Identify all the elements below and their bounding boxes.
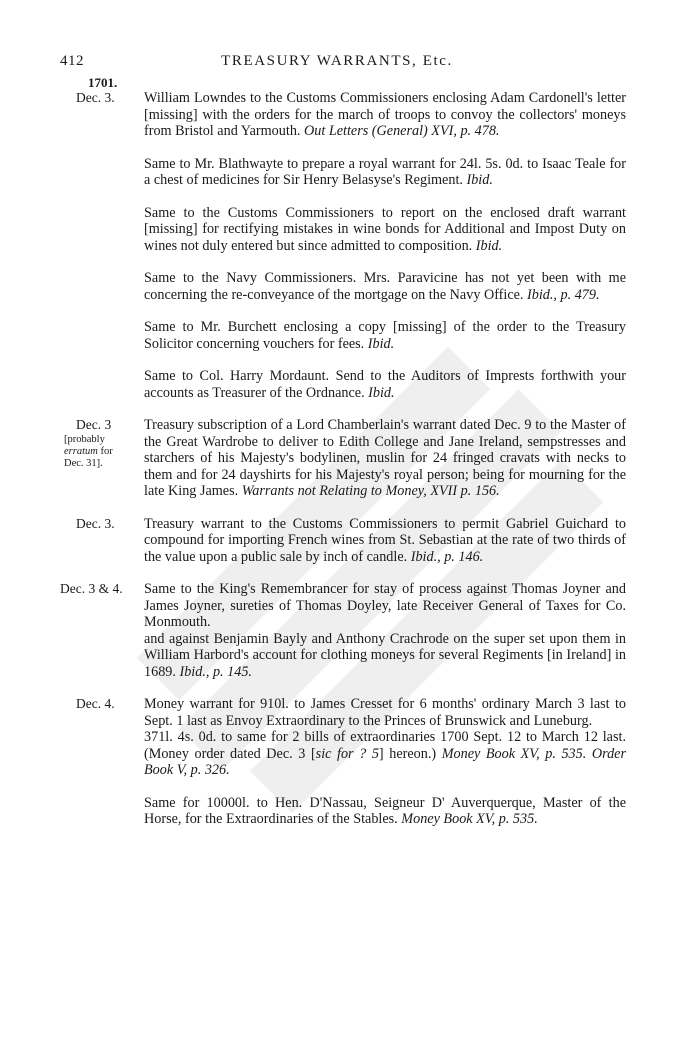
entry	[60, 581, 626, 680]
entry-citation: Money Book XV, p. 535. Order Book V, p. 326.	[144, 745, 626, 778]
entry	[60, 516, 626, 566]
entry-date	[60, 581, 144, 598]
page-number: 412	[60, 53, 84, 69]
entry	[60, 368, 626, 401]
entry	[60, 795, 626, 828]
running-title: TREASURY WARRANTS, Etc.	[221, 53, 453, 69]
date-label: Dec. 4.	[76, 696, 115, 711]
entry-body-continued: 371l. 4s. 0d. to same for 2 bills of extraordinaries 1700 Sept. 12 to March 12 last. (Money order dated Dec. 3 [sic for ? 5] hereon.) Money Book XV, p. 535. Order Book V, p. 326.	[144, 729, 626, 778]
entry	[60, 205, 626, 255]
entry-body-continued: and against Benjamin Bayly and Anthony Crachrode on the super set upon them in William Harbord's account for clothing moneys for several Regiments [in Ireland] in 1689. Ibid., p. 145.	[144, 630, 626, 680]
entry-citation: Warrants not Relating to Money, XVII p. 156.	[241, 483, 500, 499]
date-label: Dec. 3.	[76, 515, 115, 531]
entry-date	[60, 90, 144, 107]
date-label: Dec. 3.	[76, 90, 115, 105]
date-note: Dec. 31].	[64, 457, 103, 469]
entry-citation: Ibid.	[475, 237, 503, 254]
entry-citation: Out Letters (General) XVI, p. 478.	[304, 123, 500, 139]
entry-body: Same to the Customs Commissioners to report on the enclosed draft warrant [missing] for rectifying mistakes in wine bonds for Additional and Impost Duty on wines not duly entered but since admitted to composition.	[144, 204, 626, 254]
entry-date	[60, 696, 144, 713]
date-note: [probably	[64, 433, 105, 445]
entry-body: Treasury warrant to the Customs Commissioners to permit Gabriel Guichard to compound for importing French wines from St. Sebastian at the rate of two thirds of the value upon a public sale by inch of candle.	[144, 515, 626, 565]
page-body	[60, 76, 626, 844]
entry-text	[144, 368, 626, 401]
entry-text	[144, 90, 626, 140]
entry-body: Money warrant for 910l. to James Cresset for 6 months' ordinary March 3 last to Sept. 1 last as Envoy Extraordinary to the Princes of Brunswick and Luneburg.	[144, 696, 626, 729]
entry-date	[60, 417, 144, 470]
entry-citation: Ibid.	[466, 172, 493, 188]
entry	[60, 90, 626, 140]
entry-text	[144, 270, 626, 303]
page-header	[0, 53, 674, 77]
entry-body: Same to the King's Remembrancer for stay of process against Thomas Joyner and James Joyner, sureties of Thomas Doyley, late Receiver General of Taxes for Co. Monmouth.	[144, 581, 626, 630]
entry-text	[144, 696, 626, 779]
entry-citation: Ibid., p. 479.	[527, 286, 600, 303]
entry-body: Same to the Navy Commissioners. Mrs. Paravicine has not yet been with me concerning the re-conveyance of the mortgage on the Navy Office.	[144, 270, 626, 303]
entry-body: Same for 10000l. to Hen. D'Nassau, Seigneur D' Auverquerque, Master of the Horse, for the Extraordinaries of the Stables.	[144, 794, 626, 827]
entry	[60, 696, 626, 779]
entry-body: Same to Mr. Blathwayte to prepare a royal warrant for 24l. 5s. 0d. to Isaac Teale for a chest of medicines for Sir Henry Belasyse's Regiment.	[144, 155, 626, 188]
date-label: Dec. 3	[76, 417, 112, 432]
entry-text	[144, 417, 626, 500]
year-label: 1701.	[88, 75, 118, 90]
entry-citation: Ibid.	[368, 384, 395, 401]
entry-body: Treasury subscription of a Lord Chamberlain's warrant dated Dec. 9 to the Master of the Great Wardrobe to deliver to Edith College and Jane Ireland, sempstresses and starchers of his Majesty's bodylinen, muslin for 24 fringed cravats with necks to them and for 24 dayshirts for his Majesty's royal person; being for mourning for the late King James.	[144, 417, 626, 499]
entry	[60, 156, 626, 189]
date-note: erratum for	[64, 445, 113, 457]
entry	[60, 417, 626, 500]
entry	[60, 270, 626, 303]
entry-body: William Lowndes to the Customs Commissioners enclosing Adam Cardonell's letter [missing] with the orders for the march of troops to convoy the collectors' moneys from Bristol and Yarmouth.	[144, 90, 626, 139]
entry-text	[144, 581, 626, 680]
entry-text	[144, 156, 626, 189]
entry-body: Same to Col. Harry Mordaunt. Send to the Auditors of Imprests forthwith your accounts as Treasurer of the Ordnance.	[144, 368, 626, 401]
entry-citation: Ibid.	[367, 335, 395, 352]
entry-date	[60, 516, 144, 533]
entry-citation: Ibid., p. 146.	[410, 548, 484, 565]
entry-citation: Ibid., p. 145.	[179, 663, 252, 680]
entry-body: Same to Mr. Burchett enclosing a copy [missing] of the order to the Treasury Solicitor concerning vouchers for fees.	[144, 319, 626, 352]
date-label: Dec. 3 & 4.	[60, 581, 123, 596]
entry-text	[144, 319, 626, 352]
entry	[60, 319, 626, 352]
entry-text	[144, 516, 626, 566]
entry-text	[144, 795, 626, 828]
entry-citation: Money Book XV, p. 535.	[401, 811, 538, 827]
entry-text	[144, 205, 626, 255]
